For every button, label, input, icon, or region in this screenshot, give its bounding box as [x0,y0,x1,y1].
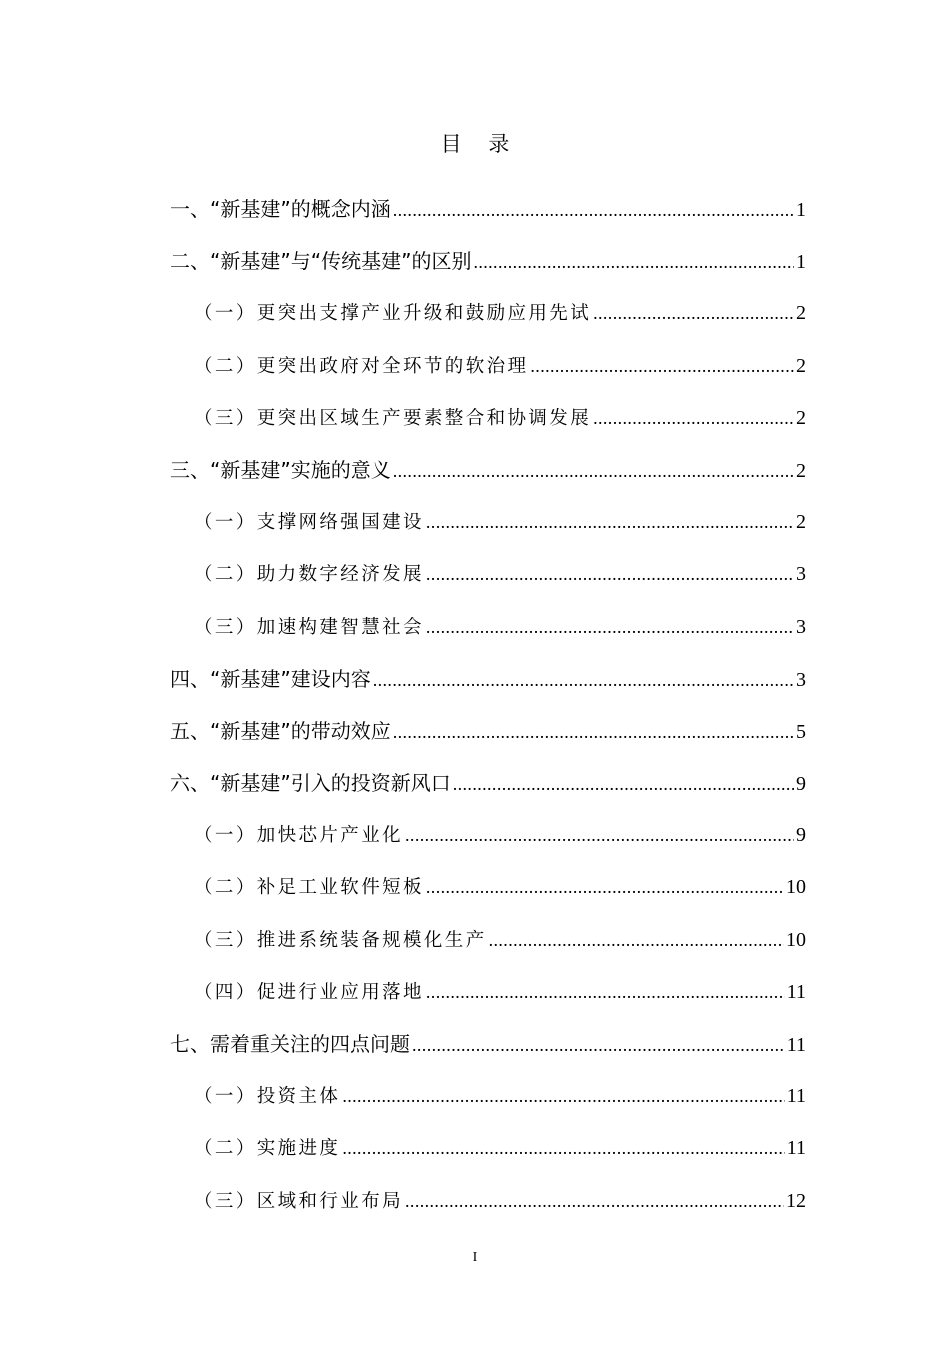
toc-page-number: 2 [796,459,806,482]
toc-entry-title: （三）推进系统装备规模化生产 [194,929,487,951]
toc-entry-title: （一）加快芯片产业化 [194,825,404,847]
toc-entry-title: 七、需着重关注的四点问题 [170,1032,410,1056]
toc-page-number: 10 [786,876,806,899]
toc-dot-leader [342,1070,784,1122]
toc-dot-leader [426,548,794,600]
toc-subsection-entry[interactable] [170,548,806,600]
page-number: I [472,1250,478,1265]
toc-dot-leader [426,496,794,548]
toc-page-number: 11 [786,1034,806,1056]
toc-entry-title: （一）支撑网络强国建设 [194,512,424,534]
toc-dot-leader [393,184,794,236]
toc-section-entry[interactable] [170,653,806,705]
toc-page-number: 5 [796,720,806,743]
toc-page-number: 9 [796,773,806,796]
toc-entry-title: （二）实施进度 [194,1138,341,1160]
toc-section-entry[interactable] [170,757,806,809]
toc-entry-title: 一、“新基建”的概念内涵 [170,197,391,221]
toc-entry-title: （一）更突出支撑产业升级和鼓励应用先试 [194,303,592,325]
toc-page-number: 2 [796,511,806,534]
toc-page-number: 11 [786,1137,806,1160]
toc-page-number: 1 [796,251,806,274]
toc-entry-title: （三）区域和行业布局 [194,1190,404,1212]
toc-entry-title: （三）加速构建智慧社会 [194,616,424,638]
toc-dot-leader [405,809,794,861]
toc-entry-title: 二、“新基建”与“传统基建”的区别 [170,249,472,274]
toc-dot-leader [426,966,785,1018]
toc-entry-title: （二）更突出政府对全环节的软治理 [194,355,529,377]
toc-subsection-entry[interactable] [170,392,806,444]
toc-dot-leader [593,392,794,444]
toc-dot-leader [530,340,794,392]
toc-section-entry[interactable] [170,183,806,235]
toc-page-number: 9 [796,824,806,847]
toc-subsection-entry[interactable] [170,861,806,913]
toc-dot-leader [593,287,794,339]
toc-subsection-entry[interactable] [170,1175,806,1227]
toc-entry-title: （一）投资主体 [194,1086,341,1108]
toc-entry-title: （二）助力数字经济发展 [194,564,424,586]
toc-section-entry[interactable] [170,705,806,757]
toc-page-number: 3 [796,563,806,586]
toc-page-number: 11 [786,1085,806,1108]
toc-dot-leader [393,445,794,497]
toc-dot-leader [426,861,784,913]
toc-entry-title: 五、“新基建”的带动效应 [170,718,391,743]
toc-subsection-entry[interactable] [170,340,806,392]
toc-page-number: 2 [796,406,806,429]
toc-entry-title: 四、“新基建”建设内容 [170,666,371,691]
toc-section-entry[interactable] [170,235,806,287]
toc-dot-leader [405,1175,784,1227]
toc-dot-leader [473,236,794,288]
toc-subsection-entry[interactable] [170,287,806,339]
toc-entry-title: （三）更突出区域生产要素整合和协调发展 [194,407,592,429]
toc-dot-leader [342,1122,784,1174]
toc-dot-leader [453,758,794,810]
toc-subsection-entry[interactable] [170,601,806,653]
toc-dot-leader [373,654,794,706]
toc-subsection-entry[interactable] [170,809,806,861]
toc-dot-leader [426,601,794,653]
toc-subsection-entry[interactable] [170,496,806,548]
toc-page-number: 2 [796,354,806,377]
toc-dot-leader [489,914,784,966]
toc-dot-leader [393,706,794,758]
toc-dot-leader [412,1019,785,1071]
table-of-contents [170,183,806,1227]
toc-page-number: 10 [786,928,806,951]
toc-section-entry[interactable] [170,444,806,496]
toc-subsection-entry[interactable] [170,1070,806,1122]
toc-page-number: 12 [786,1189,806,1212]
toc-section-entry[interactable] [170,1018,806,1070]
toc-page-number: 1 [796,199,806,221]
toc-page-number: 3 [796,668,806,691]
page-title: 目 录 [440,132,520,156]
toc-entry-title: （四）促进行业应用落地 [194,981,424,1003]
toc-entry-title: 三、“新基建”实施的意义 [170,457,391,482]
toc-page-number: 3 [796,615,806,638]
toc-subsection-entry[interactable] [170,914,806,966]
toc-page-number: 11 [786,980,806,1003]
toc-entry-title: 六、“新基建”引入的投资新风口 [170,771,451,796]
toc-subsection-entry[interactable] [170,966,806,1018]
toc-page-number: 2 [796,302,806,325]
toc-subsection-entry[interactable] [170,1122,806,1174]
toc-entry-title: （二）补足工业软件短板 [194,877,424,899]
